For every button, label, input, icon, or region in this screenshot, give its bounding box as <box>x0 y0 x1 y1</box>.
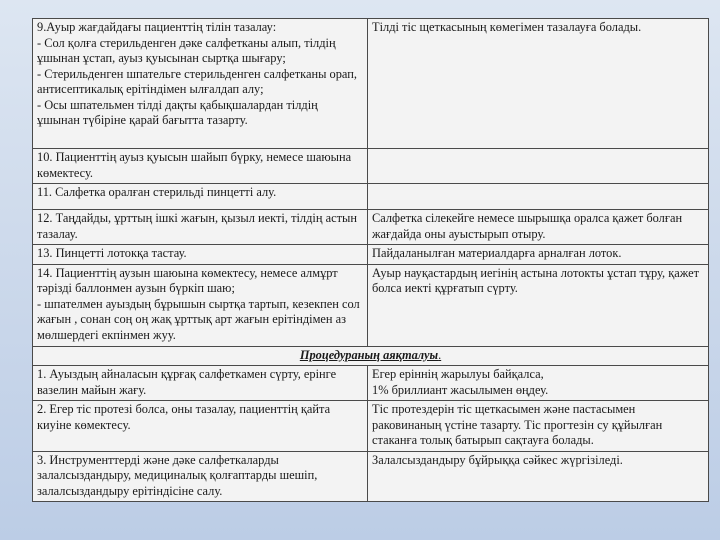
note-cell <box>368 245 709 265</box>
step-cell <box>33 451 368 502</box>
step-text: 2. Егер тіс протезі болса, оны тазалау, пациенттің қайта киуіне көмектесу. <box>37 402 331 432</box>
section-title-suffix: . <box>438 347 442 362</box>
table-row <box>33 19 709 149</box>
note-cell <box>368 264 709 346</box>
step-cell <box>33 366 368 401</box>
note-cell <box>368 149 709 184</box>
step-text: 12. Таңдайды, ұрттың ішкі жағын, қызыл иекті, тілдің астын тазалау. <box>37 211 357 241</box>
table-row <box>33 451 709 502</box>
step-cell <box>33 245 368 265</box>
note-text: 1% бриллиант жасылымен өңдеу. <box>372 382 549 397</box>
note-cell <box>368 366 709 401</box>
note-text: Ауыр науқастардың иегінің астына лотокты ұстап тұру, қажет болса иекті құрғатып сүрту. <box>372 265 700 295</box>
note-cell <box>368 19 709 149</box>
section-title: Процедураның аяқталуы <box>299 347 439 362</box>
note-cell <box>368 451 709 502</box>
step-text: - шпателмен ауыздың бұрышын сыртқа тартып, кезекпен сол жағын , сонан соң оң жақ ұрттық арт жағын ерітіндімен аз мөлшердегі екпінмен жуу. <box>37 296 360 342</box>
step-cell <box>33 19 368 149</box>
step-cell <box>33 149 368 184</box>
step-cell <box>33 184 368 210</box>
table-row <box>33 184 709 210</box>
step-text: 13. Пинцетті лотокқа тастау. <box>37 246 187 260</box>
step-text: 11. Салфетка оралған стерильді пинцетті алу. <box>37 185 277 199</box>
note-text: Залалсыздандыру бұйрыққа сәйкес жүргізіледі. <box>372 452 623 467</box>
procedure-table <box>32 18 709 502</box>
table-row <box>33 264 709 346</box>
step-text: - Сол қолға стерильденген дәке салфетканы алып, тілдің ұшынан ұстап, ауыз қуысынан сыртқа шығару; <box>37 35 336 65</box>
table-row <box>33 366 709 401</box>
step-cell <box>33 264 368 346</box>
table-row <box>33 149 709 184</box>
step-text: 14. Пациенттің аузын шаюына көмектесу, немесе алмұрт тәрізді баллонмен аузын бүркіп шаю; <box>37 265 338 295</box>
table-row <box>33 346 709 366</box>
table-row <box>33 210 709 245</box>
step-text: - Осы шпательмен тілді дақты қабықшалардан тілдің ұшынан түбіріне қарай бағытта тазарту. <box>37 97 318 127</box>
note-text: Пайдаланылған материалдарға арналған лоток. <box>372 246 622 260</box>
section-title-cell <box>33 346 709 366</box>
step-text: 1. Ауыздың айналасын құрғақ салфеткамен сүрту, ерінге вазелин майын жағу. <box>37 367 337 397</box>
note-cell <box>368 184 709 210</box>
step-text: 3. Инструменттерді және дәке салфеткаларды залалсыздандыру, медициналық қолғаптарды шешіп, залалсыздандыру ерітіндісіне салу. <box>37 452 318 498</box>
note-cell <box>368 210 709 245</box>
step-cell <box>33 401 368 452</box>
step-text: 10. Пациенттің ауыз қуысын шайып бүрку, немесе шаюына көмектесу. <box>37 150 352 180</box>
note-text: Салфетка сілекейге немесе шырышқа оралса қажет болған жағдайда оны ауыстырып отыру. <box>372 211 683 241</box>
table-row <box>33 401 709 452</box>
step-text: - Стерильденген шпательге стерильденген салфетканы орап, антисептикалық ерітіндімен ылғалдап алу; <box>37 66 357 96</box>
step-text: 9.Ауыр жағдайдағы пациенттің тілін тазалау: <box>37 20 277 34</box>
note-text: Тілді тіс щеткасының көмегімен тазалауға болады. <box>372 20 642 34</box>
note-text: Егер еріннің жарылуы байқалса, <box>372 367 544 381</box>
note-cell <box>368 401 709 452</box>
table-row <box>33 245 709 265</box>
step-cell <box>33 210 368 245</box>
note-text: Тіс протездерін тіс щеткасымен және пастасымен раковинаның үстіне тазарту. Тіс прогтезін су құйылған стаканға толық батырып сақтауға болады. <box>372 402 663 447</box>
